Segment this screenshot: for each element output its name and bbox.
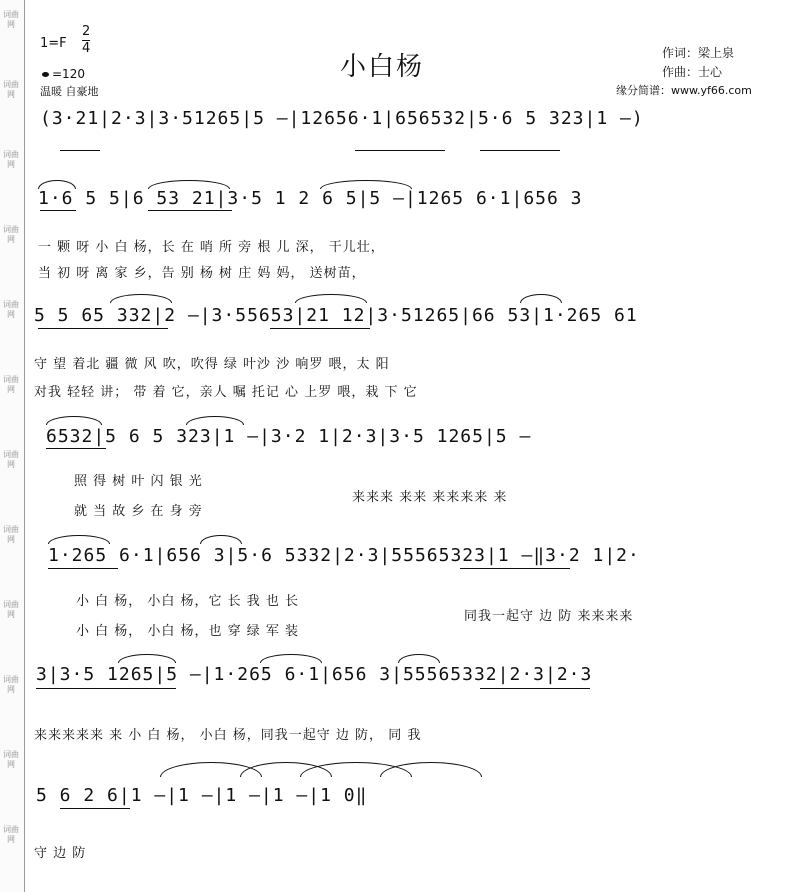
watermark-text: 词曲网 bbox=[3, 675, 19, 694]
slur bbox=[398, 654, 440, 663]
lyric-line: 守 望 着北 疆 微 风 吹，吹得 绿 叶沙 沙 响罗 喂，太 阳 bbox=[34, 357, 390, 372]
watermark-text: 词曲网 bbox=[3, 150, 19, 169]
underline bbox=[38, 328, 168, 329]
notation-row-3: 5 5 65 332|2 –|3·55653|21 12|3·51265|66 53|1·265 61 bbox=[34, 305, 638, 326]
slur bbox=[46, 416, 102, 425]
slur bbox=[200, 535, 242, 544]
underline bbox=[355, 150, 445, 151]
slur bbox=[320, 180, 412, 189]
slur bbox=[380, 762, 482, 777]
meter-denominator: 4 bbox=[82, 41, 91, 56]
slur bbox=[295, 294, 367, 303]
underline bbox=[480, 688, 590, 689]
lyric-line: 当 初 呀 离 家 乡，告 别 杨 树 庄 妈 妈， 送树苗， bbox=[38, 266, 366, 281]
time-signature bbox=[82, 24, 90, 57]
lyric-line: 一 颗 呀 小 白 杨，长 在 哨 所 旁 根 儿 深， 干儿壮， bbox=[38, 240, 385, 255]
tempo-mark bbox=[42, 67, 85, 81]
lyric-line: 就 当 故 乡 在 身 旁 bbox=[74, 504, 203, 519]
lyric-line: 同我一起守 边 防 来来来来 bbox=[464, 609, 634, 624]
composer: 作曲：士心 bbox=[662, 65, 723, 79]
watermark-text: 词曲网 bbox=[3, 825, 19, 844]
watermark-text: 词曲网 bbox=[3, 450, 19, 469]
underline bbox=[60, 150, 100, 151]
watermark-strip bbox=[0, 0, 25, 892]
slur bbox=[186, 416, 244, 425]
notation-row-1: (3·21|2·3|3·51265|5 –|12656·1|656532|5·6 5 323|1 –) bbox=[40, 108, 644, 129]
watermark-text: 词曲网 bbox=[3, 300, 19, 319]
underline bbox=[46, 448, 106, 449]
underline bbox=[148, 210, 232, 211]
slur bbox=[48, 535, 110, 544]
watermark-text: 词曲网 bbox=[3, 10, 19, 29]
lyricist: 作词：梁上泉 bbox=[662, 46, 735, 60]
lyric-line: 对我 轻轻 讲； 带 着 它，亲人 嘱 托记 心 上罗 喂，栽 下 它 bbox=[34, 385, 418, 400]
slur bbox=[148, 180, 230, 189]
underline bbox=[270, 328, 370, 329]
notation-row-6: 3|3·5 1265|5 –|1·265 6·1|656 3|55565332|2·3|2·3 bbox=[36, 664, 593, 685]
quarter-note-icon bbox=[42, 72, 49, 77]
notation-row-7: 5 6 2 6|1 –|1 –|1 –|1 –|1 0‖ bbox=[36, 785, 368, 806]
source-site: 缘分简谱：www.yf66.com bbox=[616, 84, 752, 97]
underline bbox=[48, 568, 118, 569]
notation-row-4: 6532|5 6 5 323|1 –|3·2 1|2·3|3·5 1265|5 – bbox=[46, 426, 532, 447]
watermark-text: 词曲网 bbox=[3, 375, 19, 394]
lyric-line: 守 边 防 bbox=[34, 846, 87, 861]
lyric-line: 来来来 来来 来来来来 来 bbox=[352, 490, 508, 505]
lyric-line: 来来来来来 来 小 白 杨， 小白 杨，同我一起守 边 防， 同 我 bbox=[34, 728, 422, 743]
notation-row-5: 1·265 6·1|656 3|5·6 5332|2·3|55565323|1 –‖3·2 1|2· bbox=[48, 545, 640, 566]
slur bbox=[520, 294, 562, 303]
watermark-text: 词曲网 bbox=[3, 600, 19, 619]
watermark-text: 词曲网 bbox=[3, 525, 19, 544]
tempo-value: =120 bbox=[52, 67, 85, 81]
underline bbox=[480, 150, 560, 151]
underline bbox=[460, 568, 570, 569]
lyric-line: 小 白 杨， 小白 杨，它 长 我 也 长 bbox=[76, 594, 300, 609]
notation-row-2: 1·6 5 5|6 53 21|3·5 1 2 6 5|5 –|1265 6·1|656 3 bbox=[38, 188, 583, 209]
meter-numerator: 2 bbox=[82, 24, 91, 39]
watermark-text: 词曲网 bbox=[3, 225, 19, 244]
slur bbox=[38, 180, 76, 189]
lyric-line: 小 白 杨， 小白 杨，也 穿 绿 军 装 bbox=[76, 624, 300, 639]
slur bbox=[110, 294, 172, 303]
underline bbox=[60, 808, 130, 809]
watermark-text: 词曲网 bbox=[3, 80, 19, 99]
underline bbox=[40, 210, 76, 211]
underline bbox=[36, 688, 176, 689]
slur bbox=[260, 654, 322, 663]
lyric-line: 照 得 树 叶 闪 银 光 bbox=[74, 474, 203, 489]
expression-mark: 温暖 自豪地 bbox=[40, 85, 99, 98]
slur bbox=[118, 654, 176, 663]
song-title: 小白杨 bbox=[340, 52, 425, 82]
key-signature: 1=F bbox=[40, 36, 67, 51]
credits bbox=[662, 44, 734, 82]
watermark-text: 词曲网 bbox=[3, 750, 19, 769]
